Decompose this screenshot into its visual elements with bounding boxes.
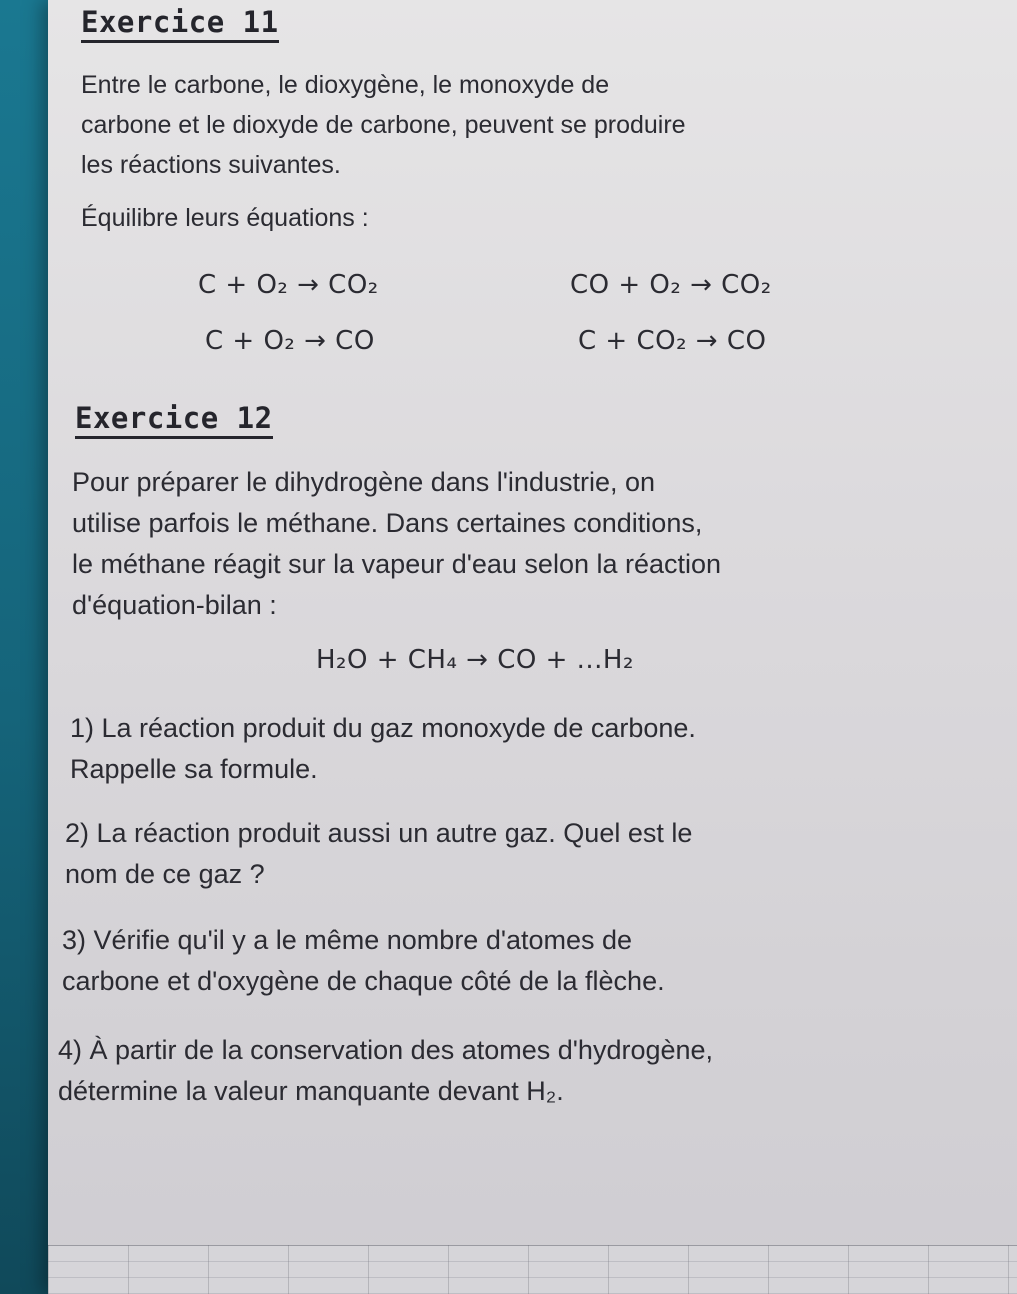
question-line: détermine la valeur manquante devant H₂. [58, 1076, 564, 1106]
exercise-12-intro [72, 462, 721, 626]
question-line: nom de ce gaz ? [65, 859, 265, 889]
intro-line: Pour préparer le dihydrogène dans l'industrie, on [72, 467, 656, 497]
exercise-11-instruction: Équilibre leurs équations : [81, 204, 369, 232]
worksheet-page [48, 0, 1017, 1294]
grid-paper-edge [48, 1245, 1017, 1294]
bilan-equation: H₂O + CH₄ → CO + ...H₂ [316, 645, 634, 675]
intro-line: les réactions suivantes. [81, 151, 341, 179]
question-line: Rappelle sa formule. [70, 754, 318, 784]
question-line: 4) À partir de la conservation des atomes d'hydrogène, [58, 1035, 714, 1065]
question-line: 3) Vérifie qu'il y a le même nombre d'atomes de [62, 925, 633, 955]
question-1 [70, 708, 696, 790]
exercise-11-intro [81, 65, 686, 185]
question-line: 1) La réaction produit du gaz monoxyde de carbone. [70, 713, 696, 743]
question-line: 2) La réaction produit aussi un autre gaz. Quel est le [65, 818, 693, 848]
exercise-12-title: Exercice 12 [75, 402, 273, 439]
equation-1: C + O₂ → CO₂ [198, 270, 379, 300]
equation-3: C + O₂ → CO [205, 326, 375, 356]
question-2 [65, 813, 692, 895]
question-line: carbone et d'oxygène de chaque côté de la flèche. [62, 966, 665, 996]
question-4 [58, 1030, 713, 1112]
question-3 [62, 920, 665, 1002]
equation-2: CO + O₂ → CO₂ [570, 270, 772, 300]
intro-line: le méthane réagit sur la vapeur d'eau selon la réaction [72, 549, 722, 579]
intro-line: carbone et le dioxyde de carbone, peuvent se produire [81, 111, 686, 139]
intro-line: utilise parfois le méthane. Dans certaines conditions, [72, 508, 703, 538]
intro-line: d'équation-bilan : [72, 590, 277, 620]
exercise-11-title: Exercice 11 [81, 6, 279, 43]
equation-4: C + CO₂ → CO [578, 326, 767, 356]
intro-line: Entre le carbone, le dioxygène, le monoxyde de [81, 71, 610, 99]
